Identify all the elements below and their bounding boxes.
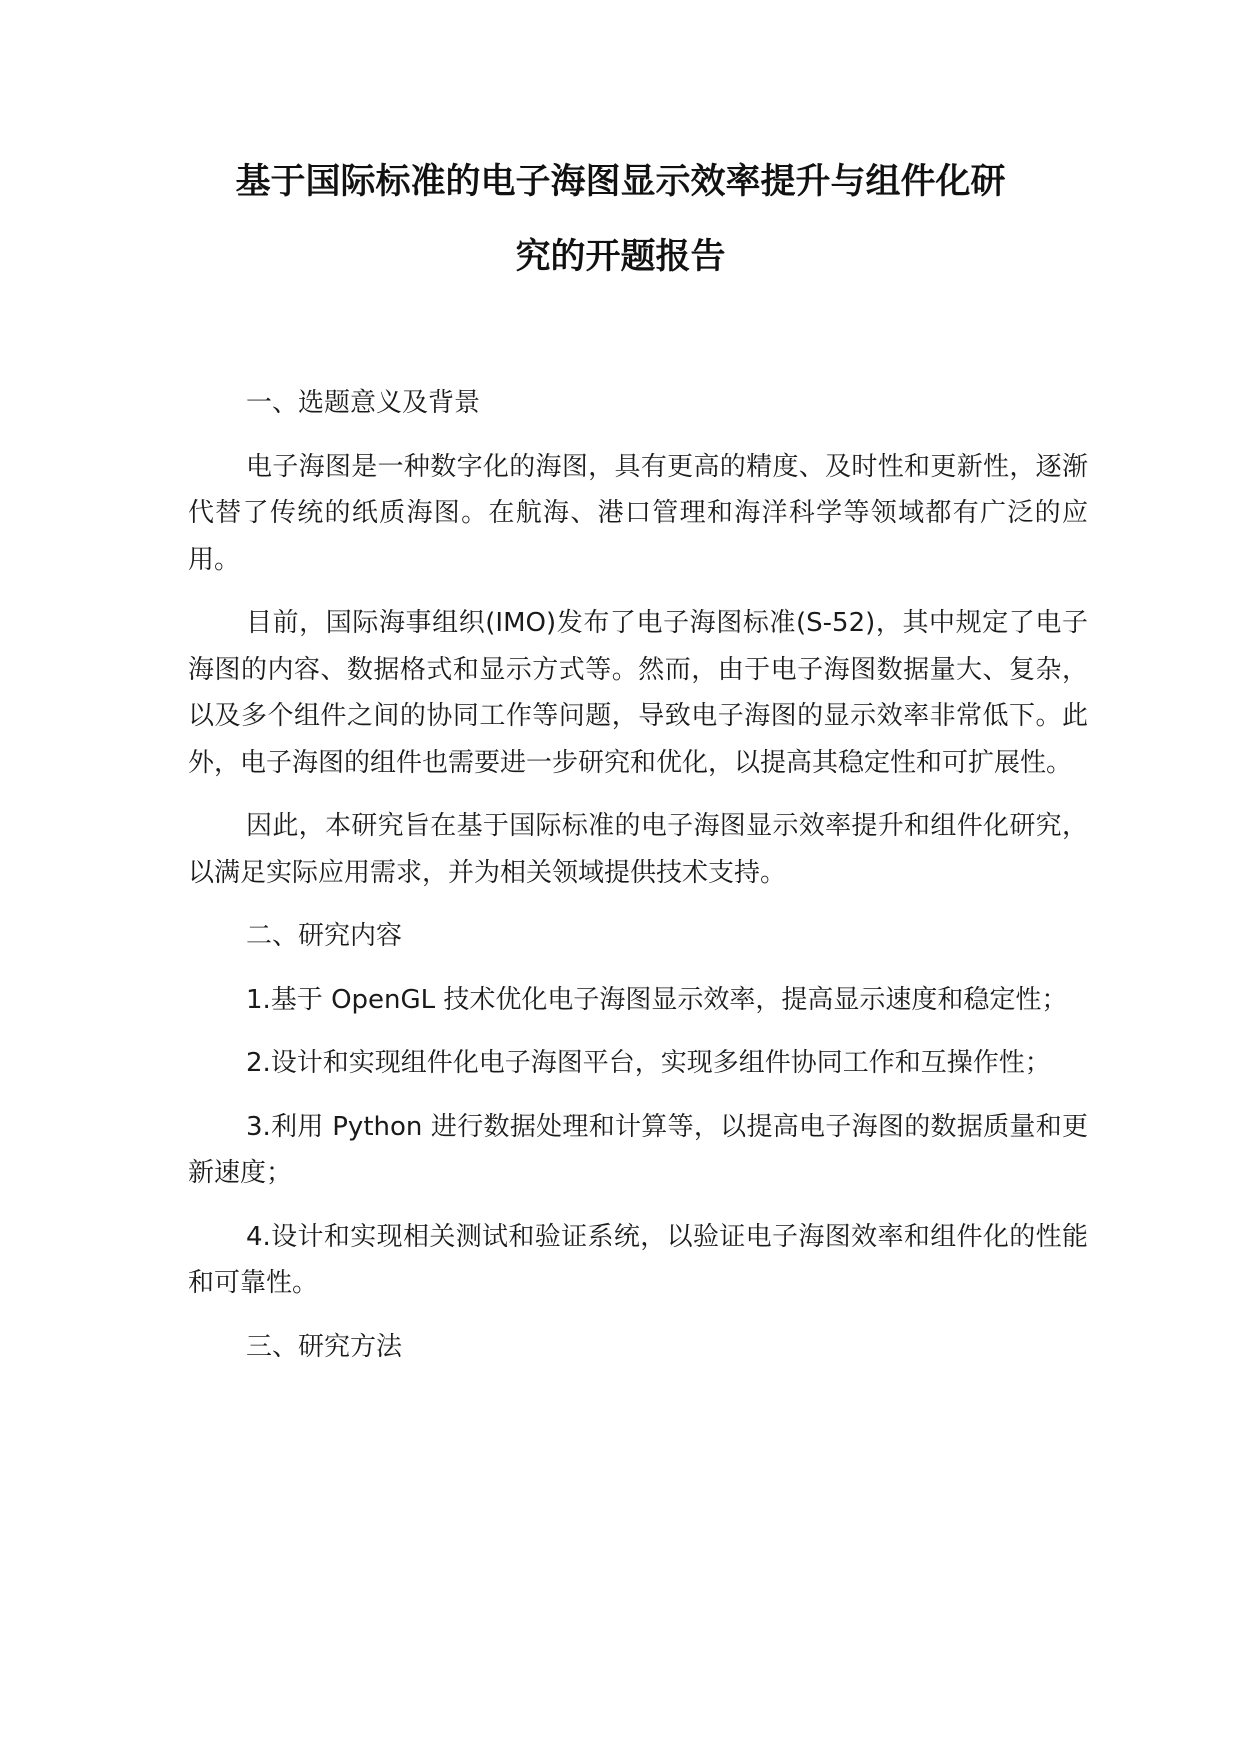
content-item-4: 4.设计和实现相关测试和验证系统，以验证电子海图效率和组件化的性能和可靠性。 — [188, 1221, 1088, 1298]
content-item-3: 3.利用 Python 进行数据处理和计算等，以提高电子海图的数据质量和更新速度； — [188, 1111, 1088, 1188]
document-title-line-1: 基于国际标准的电子海图显示效率提升与组件化研 — [235, 162, 1006, 202]
section-heading-content: 二、研究内容 — [246, 921, 403, 951]
content-item-2: 2.设计和实现组件化电子海图平台，实现多组件协同工作和互操作性； — [246, 1048, 1051, 1078]
paragraph-background-3: 因此，本研究旨在基于国际标准的电子海图显示效率提升和组件化研究，以满足实际应用需求，并为相关领域提供技术支持。 — [188, 811, 1088, 888]
section-heading-background: 一、选题意义及背景 — [246, 388, 481, 418]
document-title-line-2: 究的开题报告 — [515, 237, 726, 277]
document-body — [188, 380, 1088, 1387]
paragraph-background-1: 电子海图是一种数字化的海图，具有更高的精度、及时性和更新性，逐渐代替了传统的纸质海图。在航海、港口管理和海洋科学等领域都有广泛的应用。 — [188, 451, 1088, 575]
paragraph-background-2: 目前，国际海事组织(IMO)发布了电子海图标准(S-52)，其中规定了电子海图的内容、数据格式和显示方式等。然而，由于电子海图数据量大、复杂，以及多个组件之间的协同工作等问题，导致电子海图的显示效率非常低下。此外，电子海图的组件也需要进一步研究和优化，以提高其稳定性和可扩展性。 — [188, 608, 1088, 778]
content-item-1: 1.基于 OpenGL 技术优化电子海图显示效率，提高显示速度和稳定性； — [246, 984, 1068, 1015]
section-heading-methods: 三、研究方法 — [246, 1331, 403, 1362]
